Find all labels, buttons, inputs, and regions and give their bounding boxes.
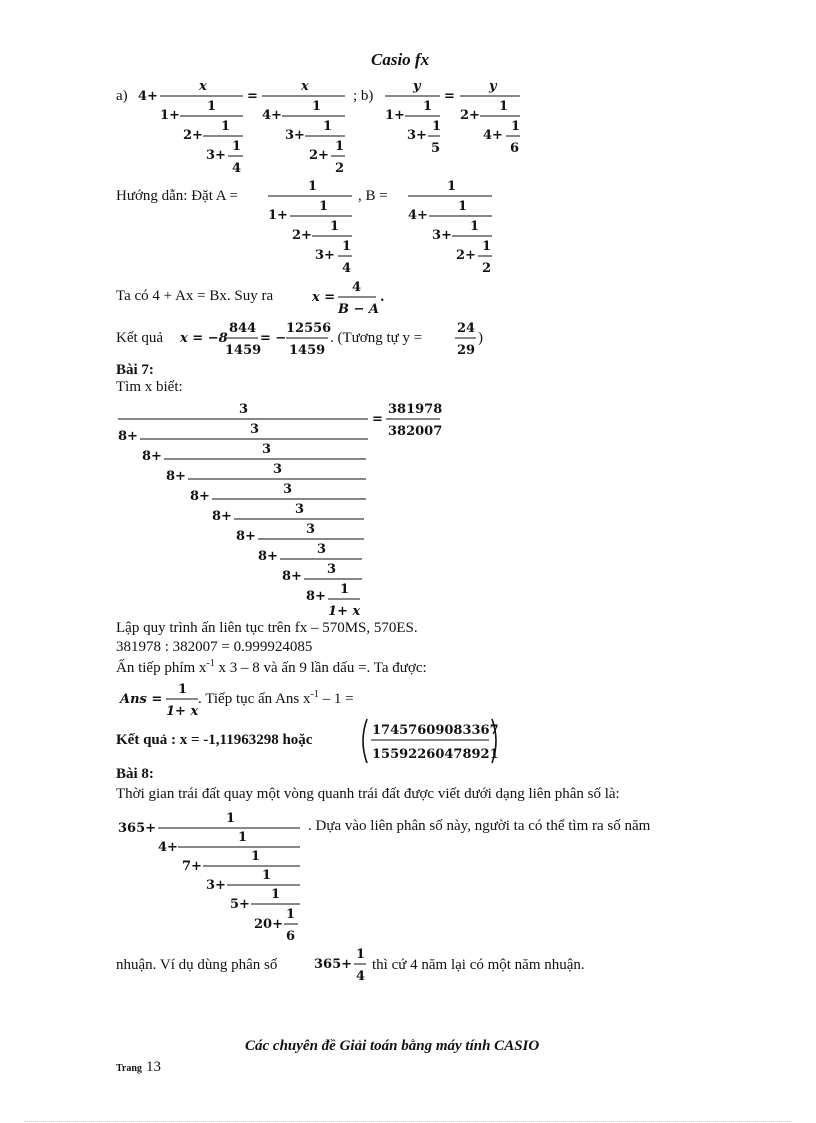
eq-a2-3plus: 3+ [285, 128, 305, 143]
hint-b-2plus: 2+ [456, 248, 476, 263]
hint-a-1c: 1 [330, 219, 340, 234]
bai7-line3 [116, 658, 427, 677]
bai8-nhuan-b: thì cứ 4 năm lại có một năm nhuận. [372, 957, 585, 973]
cf7-num1: 3 [250, 422, 260, 437]
cf7-num2: 3 [262, 442, 272, 457]
cf7-num4: 3 [283, 482, 293, 497]
ta-co-formula [310, 275, 390, 320]
bai8-line1: Thời gian trái đất quay một vòng quanh trái đất được viết dưới dạng liên phân số là: [116, 786, 620, 802]
eq-a-1: 1 [207, 99, 217, 114]
cf8-n1: 1 [226, 811, 236, 826]
ta-co-x-eq: x = [312, 290, 336, 305]
cf8-5plus: 5+ [230, 897, 250, 912]
ta-co-text: Ta có 4 + Ax = Bx. Suy ra [116, 288, 274, 304]
footer-title: Các chuyên đề Giải toán bằng máy tính CASIO [245, 1038, 540, 1054]
bai7-result-label: Kết quả : x = -1,11963298 hoặc [116, 732, 313, 748]
cf8-n6: 1 [286, 907, 296, 922]
hint-a-1: 1 [308, 179, 318, 194]
cf7-8plus-2: 8+ [142, 449, 162, 464]
hint-equations [0, 170, 816, 280]
eq-b-3plus: 3+ [407, 128, 427, 143]
cf7-rhs-den: 382007 [388, 424, 443, 439]
cf7-num7: 3 [317, 542, 327, 557]
eq-b-eq: = [444, 89, 455, 104]
cf7-8plus-3: 8+ [166, 469, 186, 484]
cf7-8plus-4: 8+ [190, 489, 210, 504]
page-header-title: Casio fx [371, 50, 430, 69]
cf8-n2: 1 [238, 830, 248, 845]
kq-1459b: 1459 [289, 343, 326, 358]
cf8-n4: 1 [262, 868, 272, 883]
eq-b2-4plus: 4+ [483, 128, 503, 143]
kq-12556: 12556 [286, 321, 332, 336]
bai7-line1: Lập quy trình ấn liên tục trên fx – 570MS, 570ES. [116, 620, 418, 636]
eq-b2-6: 6 [510, 141, 520, 156]
ans-text [198, 689, 354, 708]
kq-eq-neg: = − [260, 331, 287, 346]
eq-a2-x: x [301, 79, 309, 94]
footer-page-number: 13 [145, 1059, 161, 1075]
nhuan-4: 4 [356, 969, 366, 984]
cf8-n5: 1 [271, 887, 281, 902]
eq-a-4plus: 4+ [138, 89, 158, 104]
kq-24: 24 [457, 321, 476, 336]
bai8-nhuan-a: nhuận. Ví dụ dùng phân số [116, 957, 278, 973]
eq-a-4: 4 [232, 161, 242, 176]
footer-page [116, 1058, 161, 1076]
eq-a-2plus: 2+ [183, 128, 203, 143]
result-paren-left [363, 719, 367, 763]
ans-text-b: – 1 = [318, 691, 354, 707]
ket-qua-label: Kết quả [116, 330, 164, 346]
eq-b-1plus: 1+ [385, 108, 405, 123]
bai7-continued-fraction [0, 395, 816, 620]
cf7-num3: 3 [273, 462, 283, 477]
cf7-num9: 1 [340, 582, 350, 597]
eq-a2-1c: 1 [335, 139, 345, 154]
kq-x-eq: x = −8 [180, 331, 228, 346]
eq-a2-1b: 1 [323, 119, 333, 134]
page-bottom-divider [24, 1121, 792, 1122]
cf8-7plus: 7+ [182, 859, 202, 874]
hint-a-4: 4 [342, 261, 352, 276]
bai7-ans-formula [116, 676, 206, 721]
bai8-nhuan-fraction [310, 942, 370, 987]
eq-b-5: 5 [431, 141, 441, 156]
cf7-num5: 3 [295, 502, 305, 517]
cf7-num0: 3 [239, 402, 249, 417]
hint-b-4plus: 4+ [408, 208, 428, 223]
eq-a-1b: 1 [221, 119, 231, 134]
eq-a2-4plus: 4+ [262, 108, 282, 123]
hint-a-1d: 1 [342, 239, 352, 254]
ta-co-4: 4 [352, 280, 362, 295]
cf7-8plus-1: 8+ [118, 429, 138, 444]
bai7-line3b: x 3 – 8 và ấn 9 lần dấu =. Ta được: [214, 660, 427, 676]
kq-844: 844 [229, 321, 257, 336]
bai7-line2: 381978 : 382007 = 0.999924085 [116, 639, 313, 655]
hint-a-1b: 1 [319, 199, 329, 214]
kq-1459a: 1459 [225, 343, 262, 358]
eq-b2-y: y [489, 79, 497, 94]
tuong-tu-close: ) [478, 330, 483, 346]
hint-a-2plus: 2+ [292, 228, 312, 243]
tuong-tu-text: . (Tương tự y = [330, 330, 423, 346]
bai7-result-fraction [358, 716, 503, 766]
cf7-8plus-8: 8+ [282, 569, 302, 584]
ans-text-a: . Tiếp tục ấn Ans x [198, 691, 311, 707]
footer-trang: Trang [116, 1063, 142, 1074]
eq-a-1plus: 1+ [160, 108, 180, 123]
eq-b-1: 1 [423, 99, 433, 114]
eq-b2-2plus: 2+ [460, 108, 480, 123]
ans-lhs: Ans = [120, 692, 163, 707]
bai8-after-cf: . Dựa vào liên phân số này, người ta có thể tìm ra số năm [308, 818, 651, 834]
cf8-365: 365+ [118, 821, 157, 836]
nhuan-365: 365+ [314, 957, 353, 972]
ans-num: 1 [178, 682, 188, 697]
eq-a-x: x [199, 79, 207, 94]
ans-text-sup: -1 [310, 689, 319, 700]
cf8-4plus: 4+ [158, 840, 178, 855]
hint-a-3plus: 3+ [315, 248, 335, 263]
label-a: a) [116, 88, 128, 104]
cf8-n3: 1 [251, 849, 261, 864]
eq-a2-2: 2 [335, 161, 345, 176]
hint-a-1plus: 1+ [268, 208, 288, 223]
equation-a-b [0, 0, 816, 180]
hint-b-1b: 1 [458, 199, 468, 214]
cf8-3plus: 3+ [206, 878, 226, 893]
hint-b-1d: 1 [482, 239, 492, 254]
eq-b2-1b: 1 [511, 119, 521, 134]
bai8-title: Bài 8: [116, 766, 154, 782]
bai7-line3a: Ấn tiếp phím x [116, 660, 207, 676]
hint-comma-b: , B = [358, 188, 388, 204]
cf7-eq: = [372, 412, 383, 427]
bai7-title: Bài 7: [116, 362, 154, 378]
eq-b-1b: 1 [432, 119, 442, 134]
cf8-20plus: 20+ [254, 917, 283, 932]
ta-co-b-minus-a: B − A [338, 302, 380, 317]
cf7-8plus-6: 8+ [236, 529, 256, 544]
eq-a-1c: 1 [232, 139, 242, 154]
cf7-8plus-9: 8+ [306, 589, 326, 604]
cf7-num8: 3 [327, 562, 337, 577]
eq-a2-2plus: 2+ [309, 148, 329, 163]
ans-den: 1+ x [166, 704, 199, 719]
nhuan-1: 1 [356, 947, 366, 962]
cf7-8plus-7: 8+ [258, 549, 278, 564]
hint-b-3plus: 3+ [432, 228, 452, 243]
ta-co-dot: . [380, 290, 385, 305]
result-den: 15592260478921 [372, 747, 499, 762]
hint-b-1c: 1 [470, 219, 480, 234]
eq-b2-1: 1 [499, 99, 509, 114]
hint-label: Hướng dẫn: Đặt A = [116, 188, 239, 204]
sep-b: ; b) [353, 88, 374, 104]
cf7-rhs-num: 381978 [388, 402, 443, 417]
eq-b-y: y [413, 79, 421, 94]
bai7-tim: Tìm x biết: [116, 379, 183, 395]
kq-29: 29 [457, 343, 476, 358]
cf7-8plus-5: 8+ [212, 509, 232, 524]
eq-a2-1: 1 [312, 99, 322, 114]
cf7-num6: 3 [306, 522, 316, 537]
cf7-1plusx: 1+ x [328, 604, 361, 619]
hint-b-2: 2 [482, 261, 492, 276]
result-num: 17457609083367 [372, 723, 499, 738]
eq-a-3plus: 3+ [206, 148, 226, 163]
hint-b-1: 1 [447, 179, 457, 194]
bai7-line3-sup: -1 [206, 658, 215, 669]
cf8-6: 6 [286, 929, 296, 944]
eq-a-eq: = [247, 89, 258, 104]
